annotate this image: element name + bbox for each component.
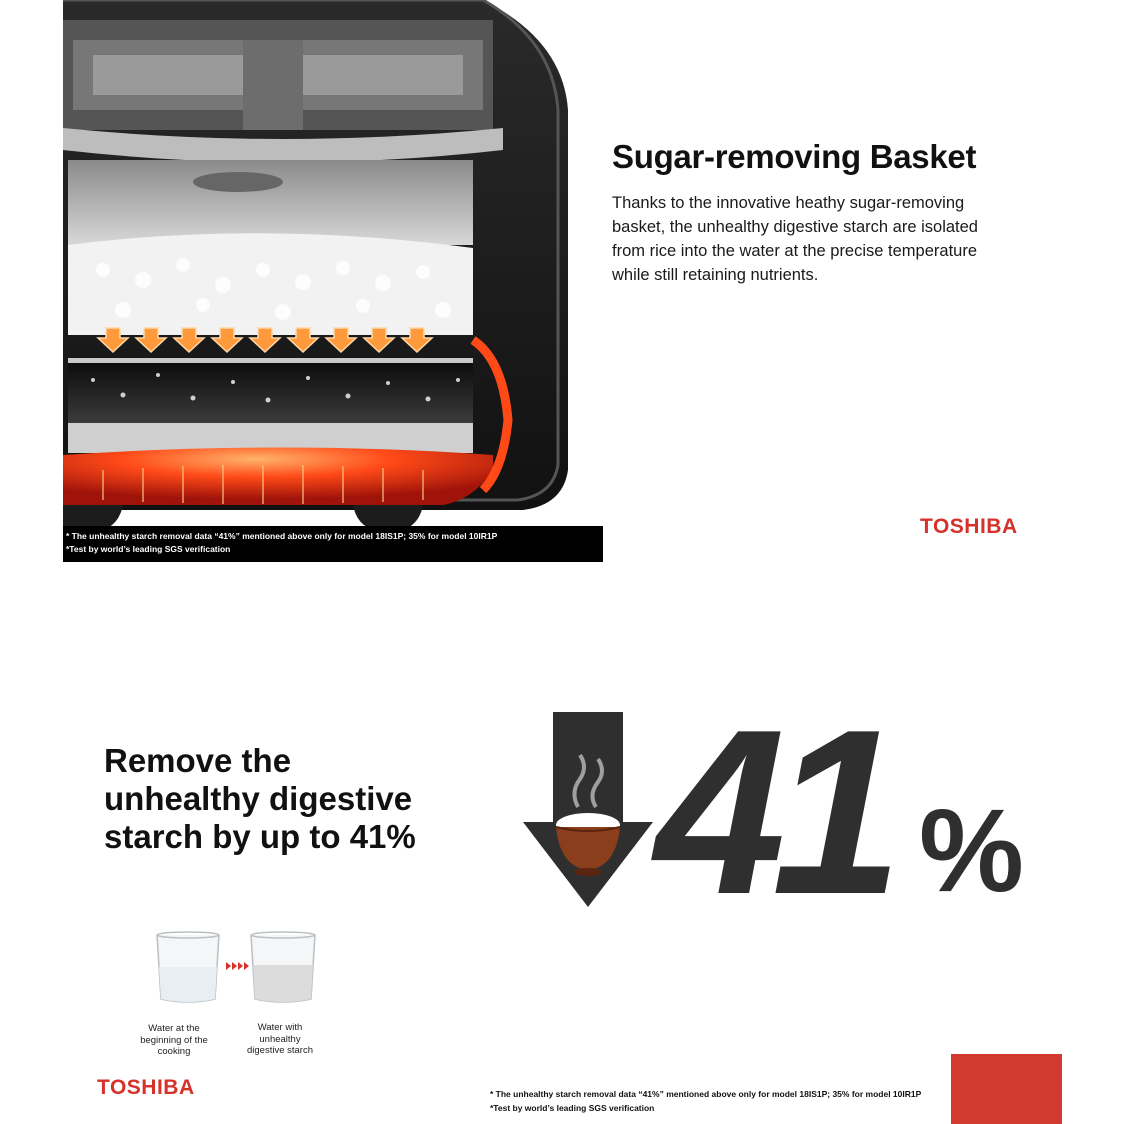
headline-line: Remove the <box>104 742 292 779</box>
toshiba-logo: TOSHIBA <box>97 1076 195 1099</box>
footnote-line: * The unhealthy starch removal data “41%” mentioned above only for model 18IS1P; 35% for model 10IR1P <box>490 1089 922 1099</box>
headline <box>104 742 504 856</box>
footnote-line: *Test by world’s leading SGS verification <box>490 1103 655 1113</box>
red-accent-block <box>951 1054 1062 1124</box>
down-arrow-rice-bowl-icon <box>518 707 668 917</box>
glass-label-line: Water with <box>257 1022 303 1033</box>
top-panel <box>63 0 1062 562</box>
percentage-number: 41 <box>655 680 889 943</box>
glass-label-line: Water at the <box>148 1023 200 1034</box>
glass-label-line: digestive starch <box>246 1045 313 1056</box>
glass-label-line: unhealthy <box>259 1033 301 1045</box>
glass-label-before <box>129 1023 219 1058</box>
footnote-line: *Test by world’s leading SGS verification <box>66 544 231 554</box>
footnote-top <box>66 530 586 556</box>
headline-line: starch by up to 41% <box>104 818 416 855</box>
glass-label-after <box>235 1022 325 1057</box>
glass-label-line: beginning of the <box>140 1034 208 1046</box>
headline-line: unhealthy digestive <box>104 780 413 817</box>
water-glasses-icon <box>143 927 343 1007</box>
feature-title: Sugar-removing Basket <box>612 138 977 175</box>
feature-description: Thanks to the innovative heathy sugar-removing basket, the unhealthy digestive starch are isolated from rice into the water at the precise temperature while still retaining nutrients. <box>612 194 978 284</box>
glass-label-line: cooking <box>157 1046 191 1057</box>
footnote-line: * The unhealthy starch removal data “41%” mentioned above only for model 18IS1P; 35% for model 10IR1P <box>66 531 498 541</box>
rice-cooker-cutaway-icon <box>63 0 603 562</box>
percentage-sign: % <box>919 785 1024 917</box>
bottom-panel <box>63 562 1062 1124</box>
toshiba-logo: TOSHIBA <box>920 515 1018 538</box>
footnote-bottom <box>490 1087 921 1115</box>
